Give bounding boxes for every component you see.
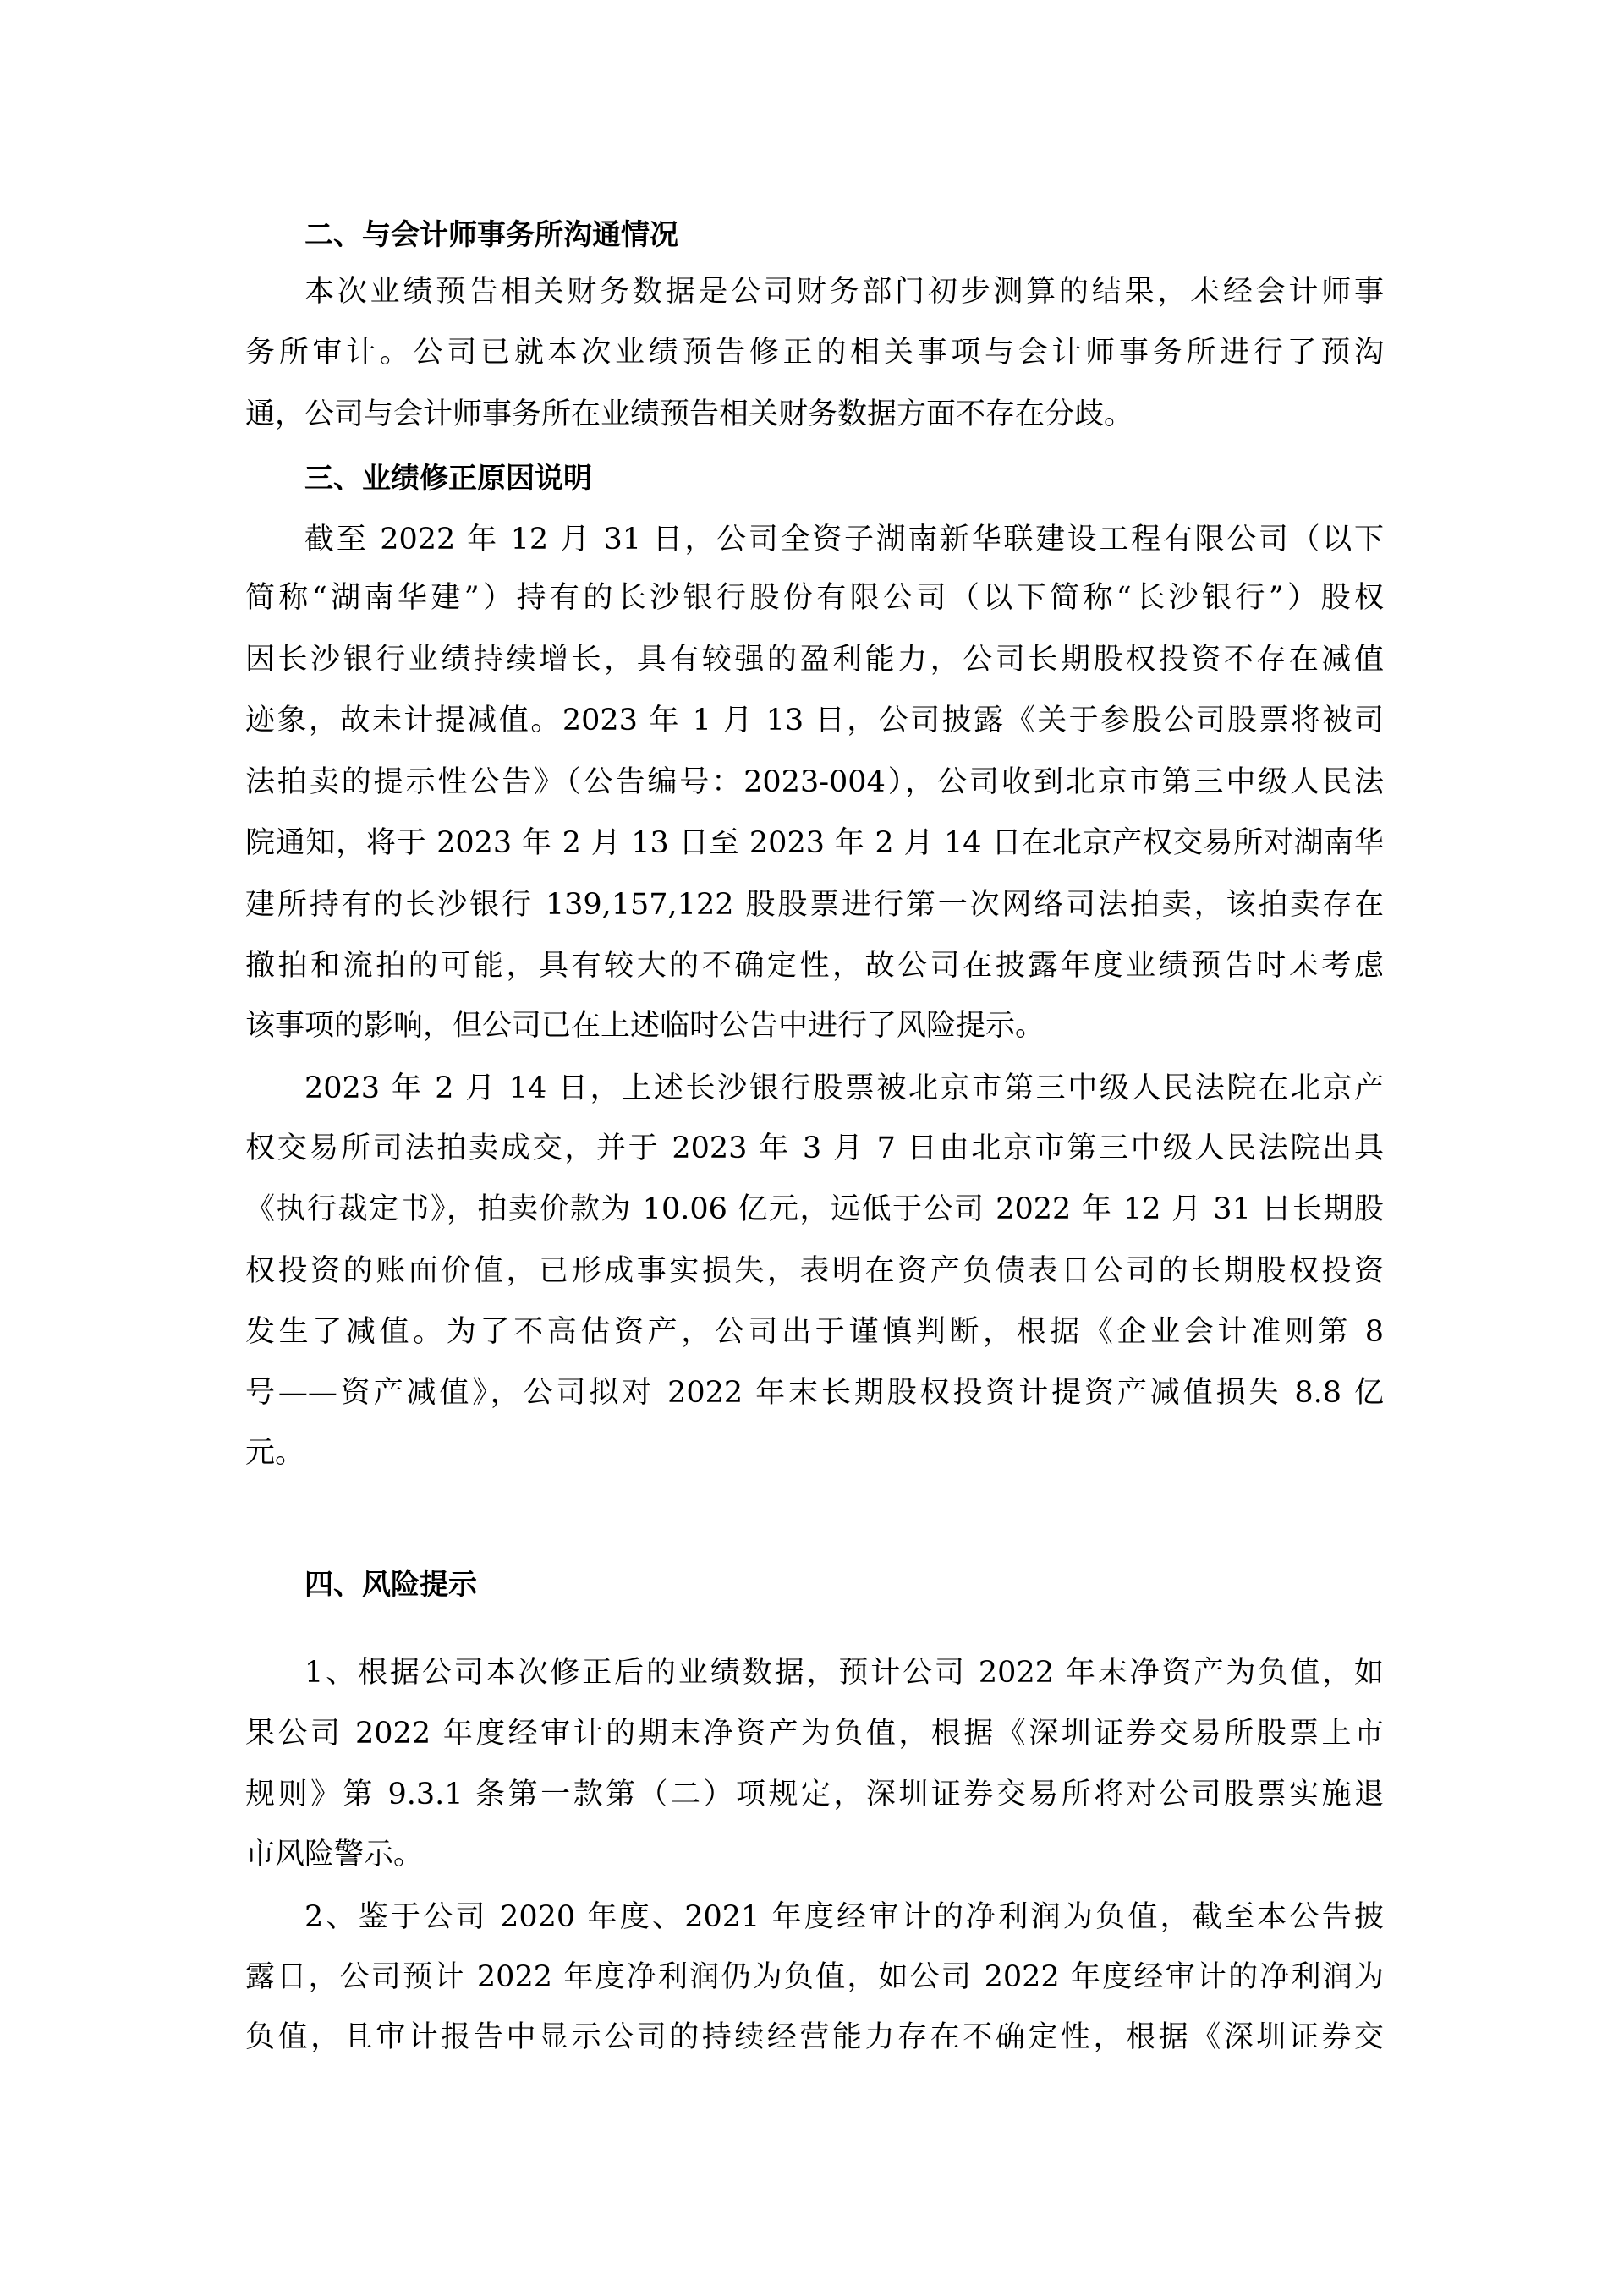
paragraph-line: 露日，公司预计 2022 年度净利润仍为负值，如公司 2022 年度经审计的净利润为 xyxy=(245,1960,1384,1994)
paragraph-line: 市风险警示。 xyxy=(245,1838,424,1871)
paragraph-line: 负值，且审计报告中显示公司的持续经营能力存在不确定性，根据《深圳证券交 xyxy=(245,2020,1384,2054)
paragraph-line: 务所审计。公司已就本次业绩预告修正的相关事项与会计师事务所进行了预沟 xyxy=(245,336,1384,370)
paragraph-line: 法拍卖的提示性公告》（公告编号：2023-004），公司收到北京市第三中级人民法 xyxy=(245,765,1384,799)
paragraph-line: 该事项的影响，但公司已在上述临时公告中进行了风险提示。 xyxy=(245,1009,1045,1043)
paragraph-line: 规则》第 9.3.1 条第一款第（二）项规定，深圳证券交易所将对公司股票实施退 xyxy=(245,1778,1384,1811)
paragraph-line: 建所持有的长沙银行 139,157,122 股股票进行第一次网络司法拍卖，该拍卖存在 xyxy=(245,888,1384,922)
paragraph-line: 2023 年 2 月 14 日，上述长沙银行股票被北京市第三中级人民法院在北京产 xyxy=(304,1071,1384,1105)
paragraph-line: 权投资的账面价值，已形成事实损失，表明在资产负债表日公司的长期股权投资 xyxy=(245,1254,1384,1288)
paragraph-line: 号——资产减值》，公司拟对 2022 年末长期股权投资计提资产减值损失 8.8 亿 xyxy=(245,1376,1384,1410)
paragraph-line: 院通知，将于 2023 年 2 月 13 日至 2023 年 2 月 14 日在北京产权交易所对湖南华 xyxy=(245,826,1384,860)
paragraph-line: 元。 xyxy=(245,1436,305,1470)
paragraph-line: 截至 2022 年 12 月 31 日，公司全资子湖南新华联建设工程有限公司（以下 xyxy=(304,523,1384,556)
paragraph-line: 因长沙银行业绩持续增长，具有较强的盈利能力，公司长期股权投资不存在减值 xyxy=(245,643,1384,677)
paragraph-line: 简称“湖南华建”）持有的长沙银行股份有限公司（以下简称“长沙银行”）股权 xyxy=(245,581,1384,615)
paragraph-line: 《执行裁定书》，拍卖价款为 10.06 亿元，远低于公司 2022 年 12 月 31 日长期股 xyxy=(245,1192,1384,1226)
section-heading-revision-reason: 三、业绩修正原因说明 xyxy=(304,462,592,496)
section-heading-auditor-communication: 二、与会计师事务所沟通情况 xyxy=(304,218,678,252)
paragraph-line: 权交易所司法拍卖成交，并于 2023 年 3 月 7 日由北京市第三中级人民法院出具 xyxy=(245,1132,1384,1165)
paragraph-line: 本次业绩预告相关财务数据是公司财务部门初步测算的结果，未经会计师事 xyxy=(304,275,1384,309)
paragraph-line: 1、根据公司本次修正后的业绩数据，预计公司 2022 年末净资产为负值，如 xyxy=(304,1656,1384,1690)
paragraph-line: 发生了减值。为了不高估资产，公司出于谨慎判断，根据《企业会计准则第 8 xyxy=(245,1315,1384,1349)
paragraph-line: 通，公司与会计师事务所在业绩预告相关财务数据方面不存在分歧。 xyxy=(245,397,1134,431)
paragraph-line: 果公司 2022 年度经审计的期末净资产为负值，根据《深圳证券交易所股票上市 xyxy=(245,1717,1384,1751)
paragraph-line: 迹象，故未计提减值。2023 年 1 月 13 日，公司披露《关于参股公司股票将被司 xyxy=(245,704,1384,737)
section-heading-risk-warning: 四、风险提示 xyxy=(304,1568,477,1602)
paragraph-line: 2、鉴于公司 2020 年度、2021 年度经审计的净利润为负值，截至本公告披 xyxy=(304,1900,1384,1934)
paragraph-line: 撤拍和流拍的可能，具有较大的不确定性，故公司在披露年度业绩预告时未考虑 xyxy=(245,949,1384,983)
